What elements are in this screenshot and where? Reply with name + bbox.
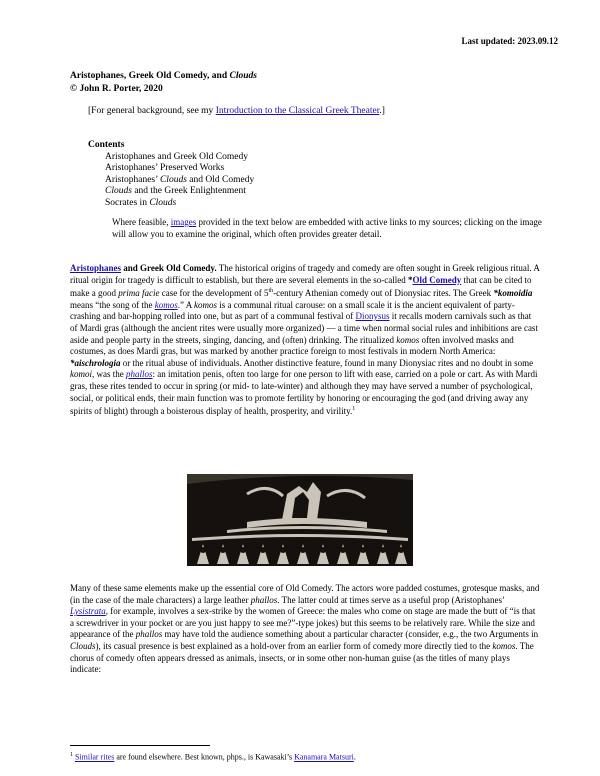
contents-item: Socrates in Clouds bbox=[105, 197, 177, 208]
phallos-link[interactable]: phallos bbox=[126, 369, 153, 380]
aristophanes-link[interactable]: Aristophanes bbox=[70, 263, 122, 273]
kanamara-link[interactable]: Kanamara Matsuri bbox=[294, 752, 354, 762]
paragraph-core-elements: Many of these same elements make up the essential core of Old Comedy. The actors wore padded costumes, grotesque masks, and (in the case of the male characters) a large leather phallos. The latter could at times serve as a useful prop (Aristophanes’ Lysistrata, for example, involves a sex-strike by the women of Greece: the males who come on stage are made the butt of “is that a screwdriver in your pocket or are you just happy to see me?”-type jokes) but this seems to be relatively rare. While the size and appearance of the phallos may have told the audience something about a particular character (consider, e.g., the two Arguments in Clouds), its casual presence is best explained as a hold-over from an earlier form of comedy more directly tied to the komos. The chorus of comedy often appears dressed as animals, insects, or in some other non-human guise (as the titles of many plays indicate: bbox=[70, 583, 540, 675]
contents-heading: Contents bbox=[88, 140, 125, 150]
dionysus-link[interactable]: Dionysus bbox=[355, 311, 390, 322]
images-note: Where feasible, images provided in the text below are embedded with active links to my sources; clicking on the image will allow you to examine the original, which often provides greater detail. bbox=[112, 217, 542, 239]
lysistrata-link[interactable]: Lysistrata bbox=[70, 606, 106, 617]
komos-link[interactable]: komos bbox=[154, 299, 178, 310]
images-link[interactable]: images bbox=[170, 217, 197, 227]
vase-illustration bbox=[187, 474, 413, 566]
page-title: Aristophanes, Greek Old Comedy, and Clouds © John R. Porter, 2020 bbox=[70, 71, 257, 94]
similar-rites-link[interactable]: Similar rites bbox=[75, 752, 115, 762]
contents-item: Aristophanes’ Preserved Works bbox=[105, 163, 225, 173]
background-note: [For general background, see my Introduction to the Classical Greek Theater.] bbox=[88, 106, 385, 116]
footnote-divider bbox=[70, 745, 210, 746]
vase-painting-image[interactable] bbox=[187, 474, 413, 566]
contents-item: Aristophanes and Greek Old Comedy bbox=[105, 151, 248, 162]
contents-item: Clouds and the Greek Enlightenment bbox=[105, 186, 246, 196]
table-of-contents bbox=[88, 140, 254, 209]
paragraph-old-comedy: Aristophanes and Greek Old Comedy. The historical origins of tragedy and comedy are often sought in Greek religious ritual. A ritual origin for tragedy is difficult to establish, but there are several elements in the so-called *Old Comedy that can be cited to make a good prima facie case for the development of 5th-century Athenian comedy out of Dionysiac rites. The Greek *komoidia means “the song of the komos.” A komos is a communal ritual carouse: on a small scale it is the ancient equivalent of party-crashing and bar-hopping rolled into one, but as part of a communal festival of Dionysus it recalls modern carnivals such as that of Mardi gras (although the ancient rites were usually more organized) — a time when normal social rules and inhibitions are cast aside and people party in the streets, singing, dancing, and (often) drinking. The ritualized komos often involved masks and costumes, as does Mardi gras, but was marked by another practice foreign to most festivals in modern North America: *aischrologia or the ritual abuse of individuals. Another distinctive feature, found in many Dionysiac rites and no doubt in some komoi, was the phallos: an imitation penis, often too large for one person to lift with ease, carried on a pole or cart. As with Mardi gras, these rites tended to occur in spring (or mid- to late-winter) and although they may have served a number of psychological, social, or political ends, their main function was to promote fertility by honoring or encouraging the god (and driving away any spirits of blight) through a boisterous display of health, prosperity, and virility.$^1$ bbox=[70, 263, 540, 417]
copyright: © John R. Porter, 2020 bbox=[70, 84, 163, 94]
last-updated: Last updated: 2023.09.12 bbox=[461, 36, 558, 46]
footnote-ref[interactable]: 1 bbox=[352, 406, 356, 413]
intro-theater-link[interactable]: Introduction to the Classical Greek Theater bbox=[215, 106, 380, 116]
footnote: $^1$ Similar rites are found elsewhere. Best known, phps., is Kawasaki’s Kanamara Matsuri. bbox=[70, 752, 356, 762]
old-comedy-link[interactable]: Old Comedy bbox=[412, 274, 462, 285]
contents-item: Aristophanes’ Clouds and Old Comedy bbox=[105, 174, 255, 185]
